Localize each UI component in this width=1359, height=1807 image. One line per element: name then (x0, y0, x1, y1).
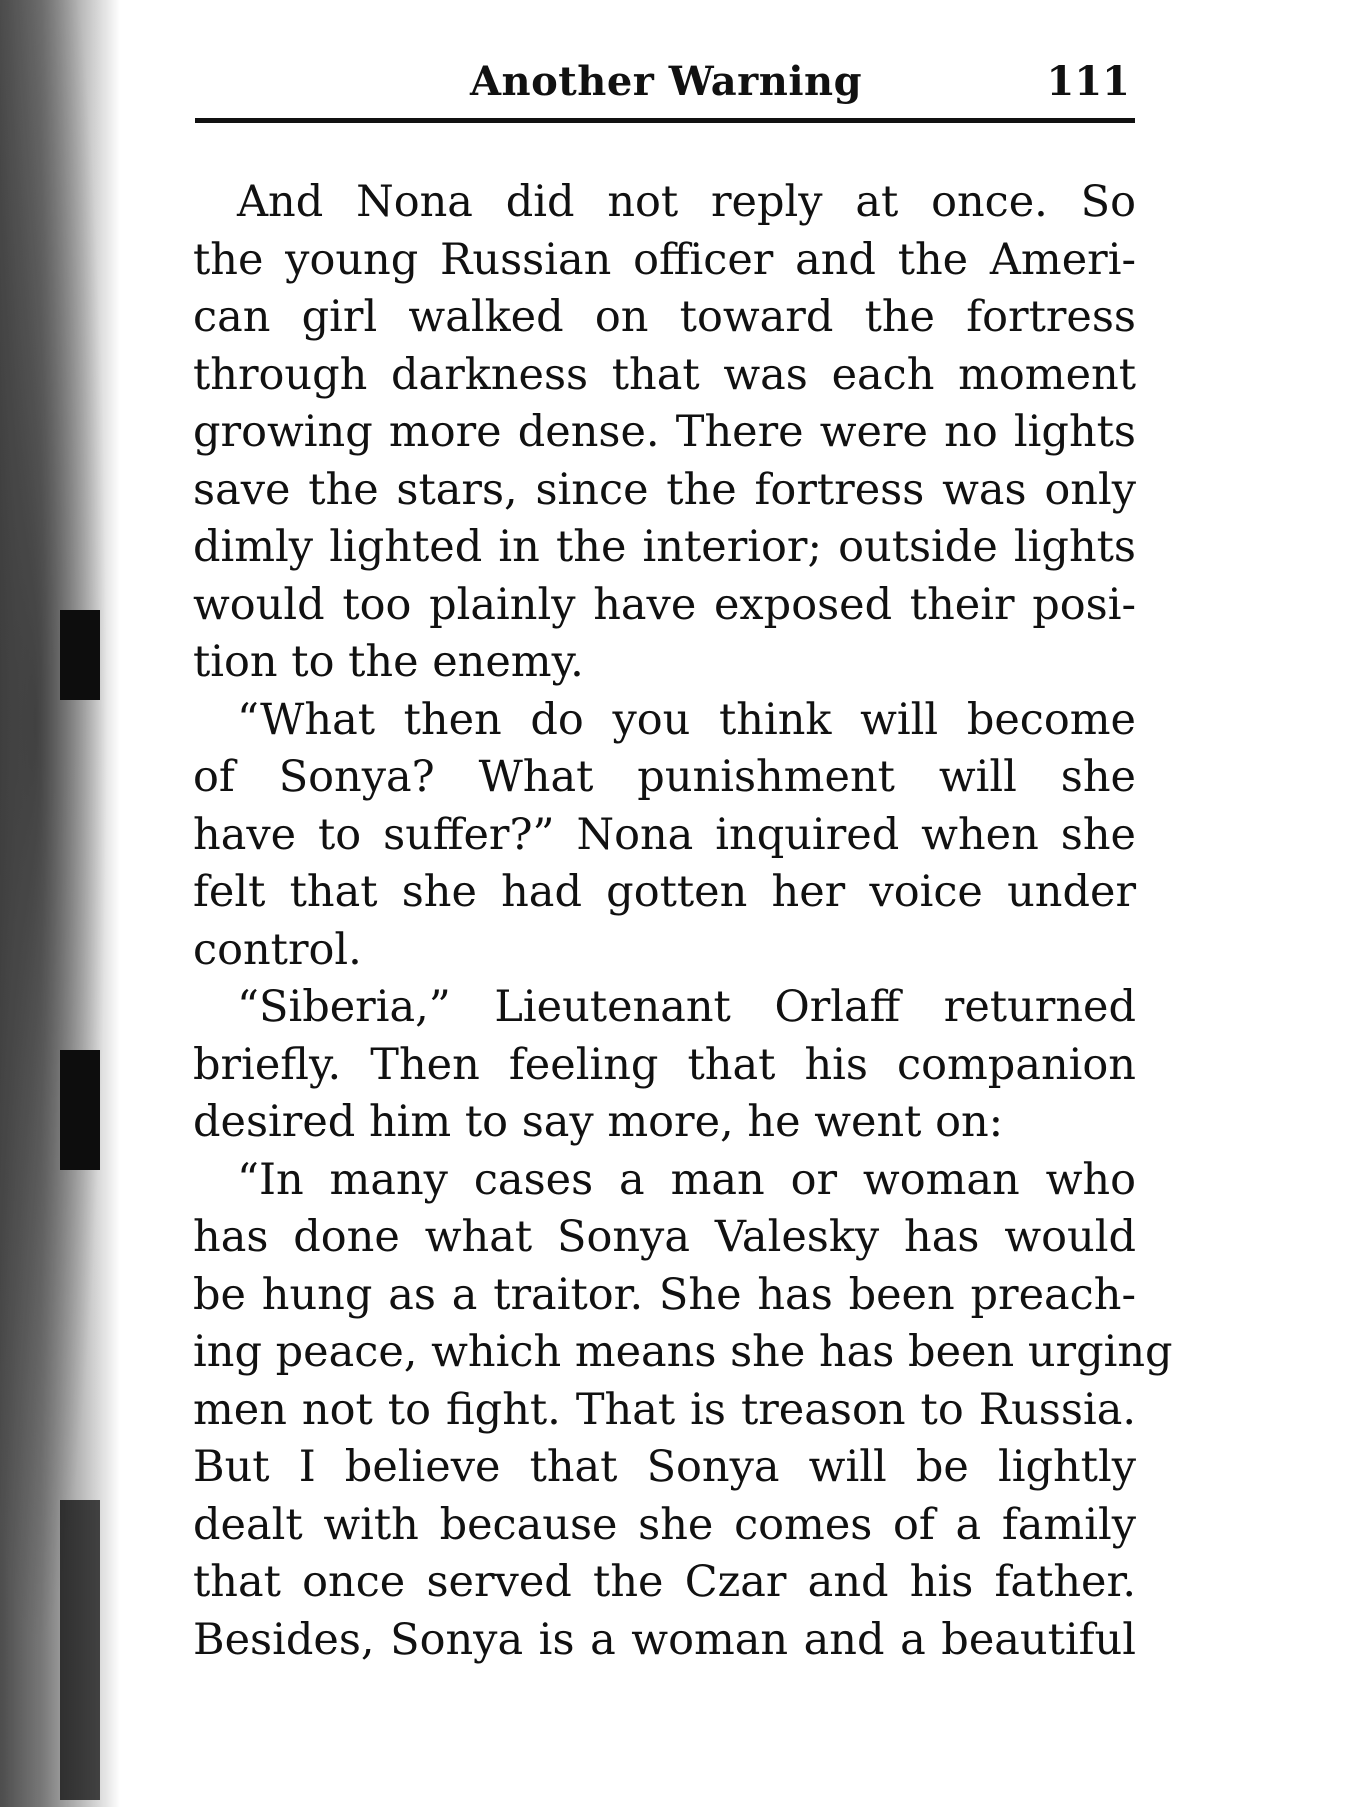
text-line: ing peace, which means she has been urging (193, 1327, 1173, 1377)
text-line: control. (193, 924, 362, 975)
text-line: men not to fight. That is treason to Russia. (193, 1384, 1136, 1435)
text-line: “In many cases a man or woman who (237, 1154, 1136, 1205)
text-line: “What then do you think will become (237, 694, 1136, 745)
text-line: briefly. Then feeling that his companion (193, 1039, 1136, 1090)
text-line: growing more dense. There were no lights (193, 407, 1136, 457)
text-line: But I believe that Sonya will be lightly (193, 1442, 1136, 1492)
text-line: desired him to say more, he went on: (193, 1097, 1004, 1147)
text-line: dealt with because she comes of a family (193, 1499, 1136, 1550)
text-line: “Siberia,” Lieutenant Orlaff returned (237, 982, 1136, 1032)
text-line: of Sonya? What punishment will she (193, 752, 1136, 802)
running-title: Another Warning (470, 58, 863, 105)
header-rule (195, 118, 1135, 123)
binding-shadow (60, 610, 100, 700)
text-line: has done what Sonya Valesky has would (193, 1212, 1136, 1262)
text-line: the young Russian officer and the Ameri- (193, 234, 1136, 285)
text-line: save the stars, since the fortress was only (193, 464, 1136, 515)
text-line: be hung as a traitor. She has been preach- (193, 1269, 1136, 1320)
page-number: 111 (1046, 58, 1130, 105)
text-line: tion to the enemy. (193, 637, 584, 687)
text-line: would too plainly have exposed their posi- (193, 579, 1136, 630)
text-line: Besides, Sonya is a woman and a beautiful (193, 1614, 1136, 1665)
binding-shadow (60, 1500, 100, 1800)
text-line: felt that she had gotten her voice under (193, 867, 1136, 917)
text-line: dimly lighted in the interior; outside lights (193, 522, 1136, 572)
text-line: And Nona did not reply at once. So (237, 177, 1136, 227)
text-line: can girl walked on toward the fortress (193, 292, 1136, 342)
binding-shadow (60, 1050, 100, 1170)
text-line: that once served the Czar and his father. (193, 1557, 1136, 1607)
page-body (193, 174, 1173, 1669)
text-line: have to suffer?” Nona inquired when she (193, 809, 1136, 860)
text-line: through darkness that was each moment (193, 349, 1136, 400)
